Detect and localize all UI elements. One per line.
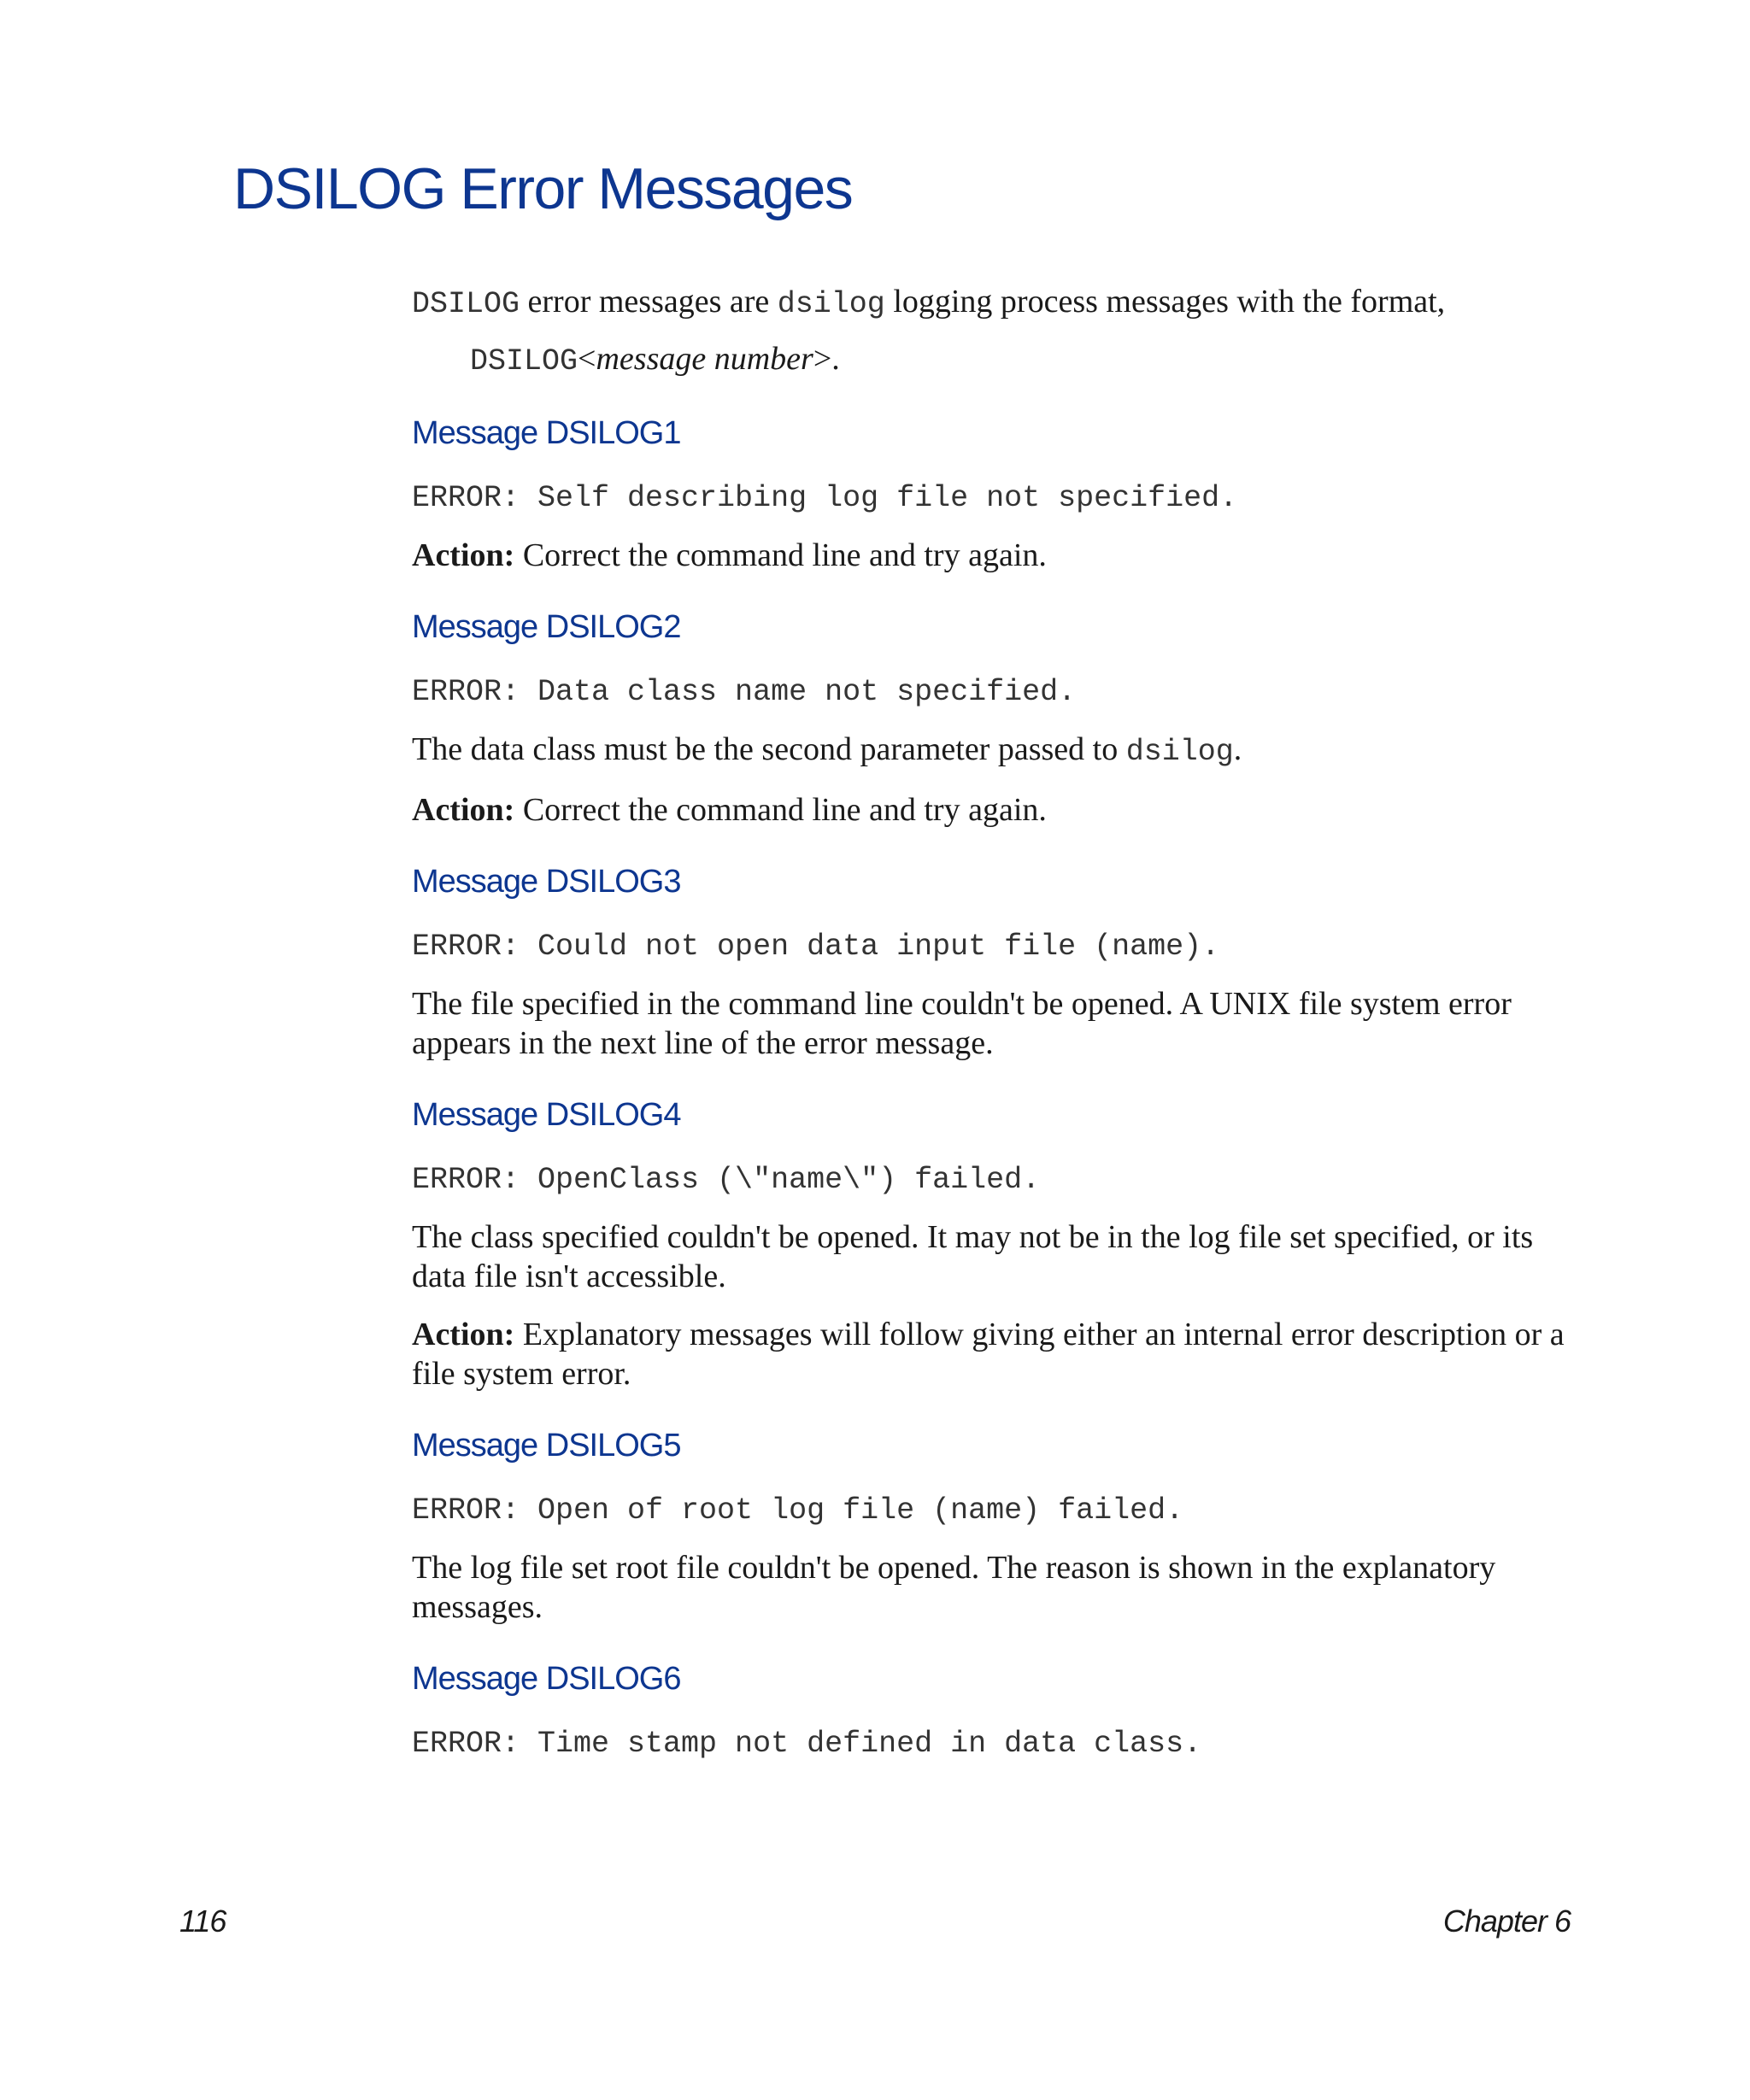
- desc-post: .: [1233, 731, 1242, 767]
- message-heading: Message DSILOG2: [412, 609, 681, 645]
- action-paragraph: [412, 536, 1591, 575]
- error-line: ERROR: Time stamp not defined in data class.: [412, 1727, 1202, 1761]
- action-label: Action:: [412, 792, 515, 828]
- error-line: ERROR: Open of root log file (name) failed.: [412, 1493, 1184, 1528]
- format-placeholder: message number: [596, 341, 813, 377]
- intro-code-dsilog-lower: dsilog: [777, 287, 885, 321]
- format-line: [470, 339, 1591, 381]
- action-paragraph: [412, 790, 1591, 830]
- error-line: ERROR: Self describing log file not specified.: [412, 481, 1238, 515]
- error-line: ERROR: OpenClass (\"name\") failed.: [412, 1163, 1041, 1197]
- message-heading: Message DSILOG4: [412, 1097, 681, 1133]
- desc-code: dsilog: [1125, 735, 1234, 769]
- error-line: ERROR: Data class name not specified.: [412, 675, 1077, 709]
- description-paragraph: The log file set root file couldn't be opened. The reason is shown in the explanatory messages.: [412, 1550, 1496, 1625]
- page-title: DSILOG Error Messages: [233, 156, 853, 221]
- page-number: 116: [179, 1903, 226, 1939]
- intro-code-dsilog-upper: DSILOG: [412, 287, 520, 321]
- message-heading: Message DSILOG6: [412, 1661, 681, 1697]
- message-heading: Message DSILOG3: [412, 864, 681, 900]
- message-section-dsilog5: [412, 1426, 1591, 1627]
- action-paragraph: [412, 1315, 1591, 1393]
- message-section-dsilog2: [412, 607, 1591, 830]
- message-section-dsilog4: [412, 1095, 1591, 1393]
- action-text: Explanatory messages will follow giving either an internal error description or a file system error.: [412, 1317, 1565, 1392]
- message-heading: Message DSILOG5: [412, 1428, 681, 1464]
- description-paragraph: The class specified couldn't be opened. It may not be in the log file set specified, or its data file isn't accessible.: [412, 1219, 1534, 1294]
- action-label: Action:: [412, 537, 515, 573]
- intro-paragraph: [412, 282, 1591, 324]
- action-text: Correct the command line and try again.: [514, 537, 1047, 573]
- description-paragraph: [412, 730, 1591, 771]
- intro-text-1: error messages are: [520, 284, 778, 320]
- body-content: [412, 282, 1591, 1763]
- description-paragraph: The file specified in the command line couldn't be opened. A UNIX file system error appears in the next line of the error message.: [412, 986, 1512, 1061]
- action-label: Action:: [412, 1317, 515, 1352]
- error-line: ERROR: Could not open data input file (name).: [412, 930, 1220, 964]
- message-section-dsilog6: [412, 1659, 1591, 1763]
- desc-pre: The data class must be the second parameter passed to: [412, 731, 1126, 767]
- chapter-label: Chapter 6: [1442, 1903, 1571, 1939]
- format-gt: >.: [813, 341, 840, 377]
- format-lt: <: [578, 341, 596, 377]
- message-section-dsilog3: [412, 862, 1591, 1063]
- format-code: DSILOG: [470, 344, 578, 378]
- action-text: Correct the command line and try again.: [514, 792, 1047, 828]
- message-heading: Message DSILOG1: [412, 415, 681, 451]
- message-section-dsilog1: [412, 414, 1591, 575]
- intro-text-2: logging process messages with the format,: [884, 284, 1446, 320]
